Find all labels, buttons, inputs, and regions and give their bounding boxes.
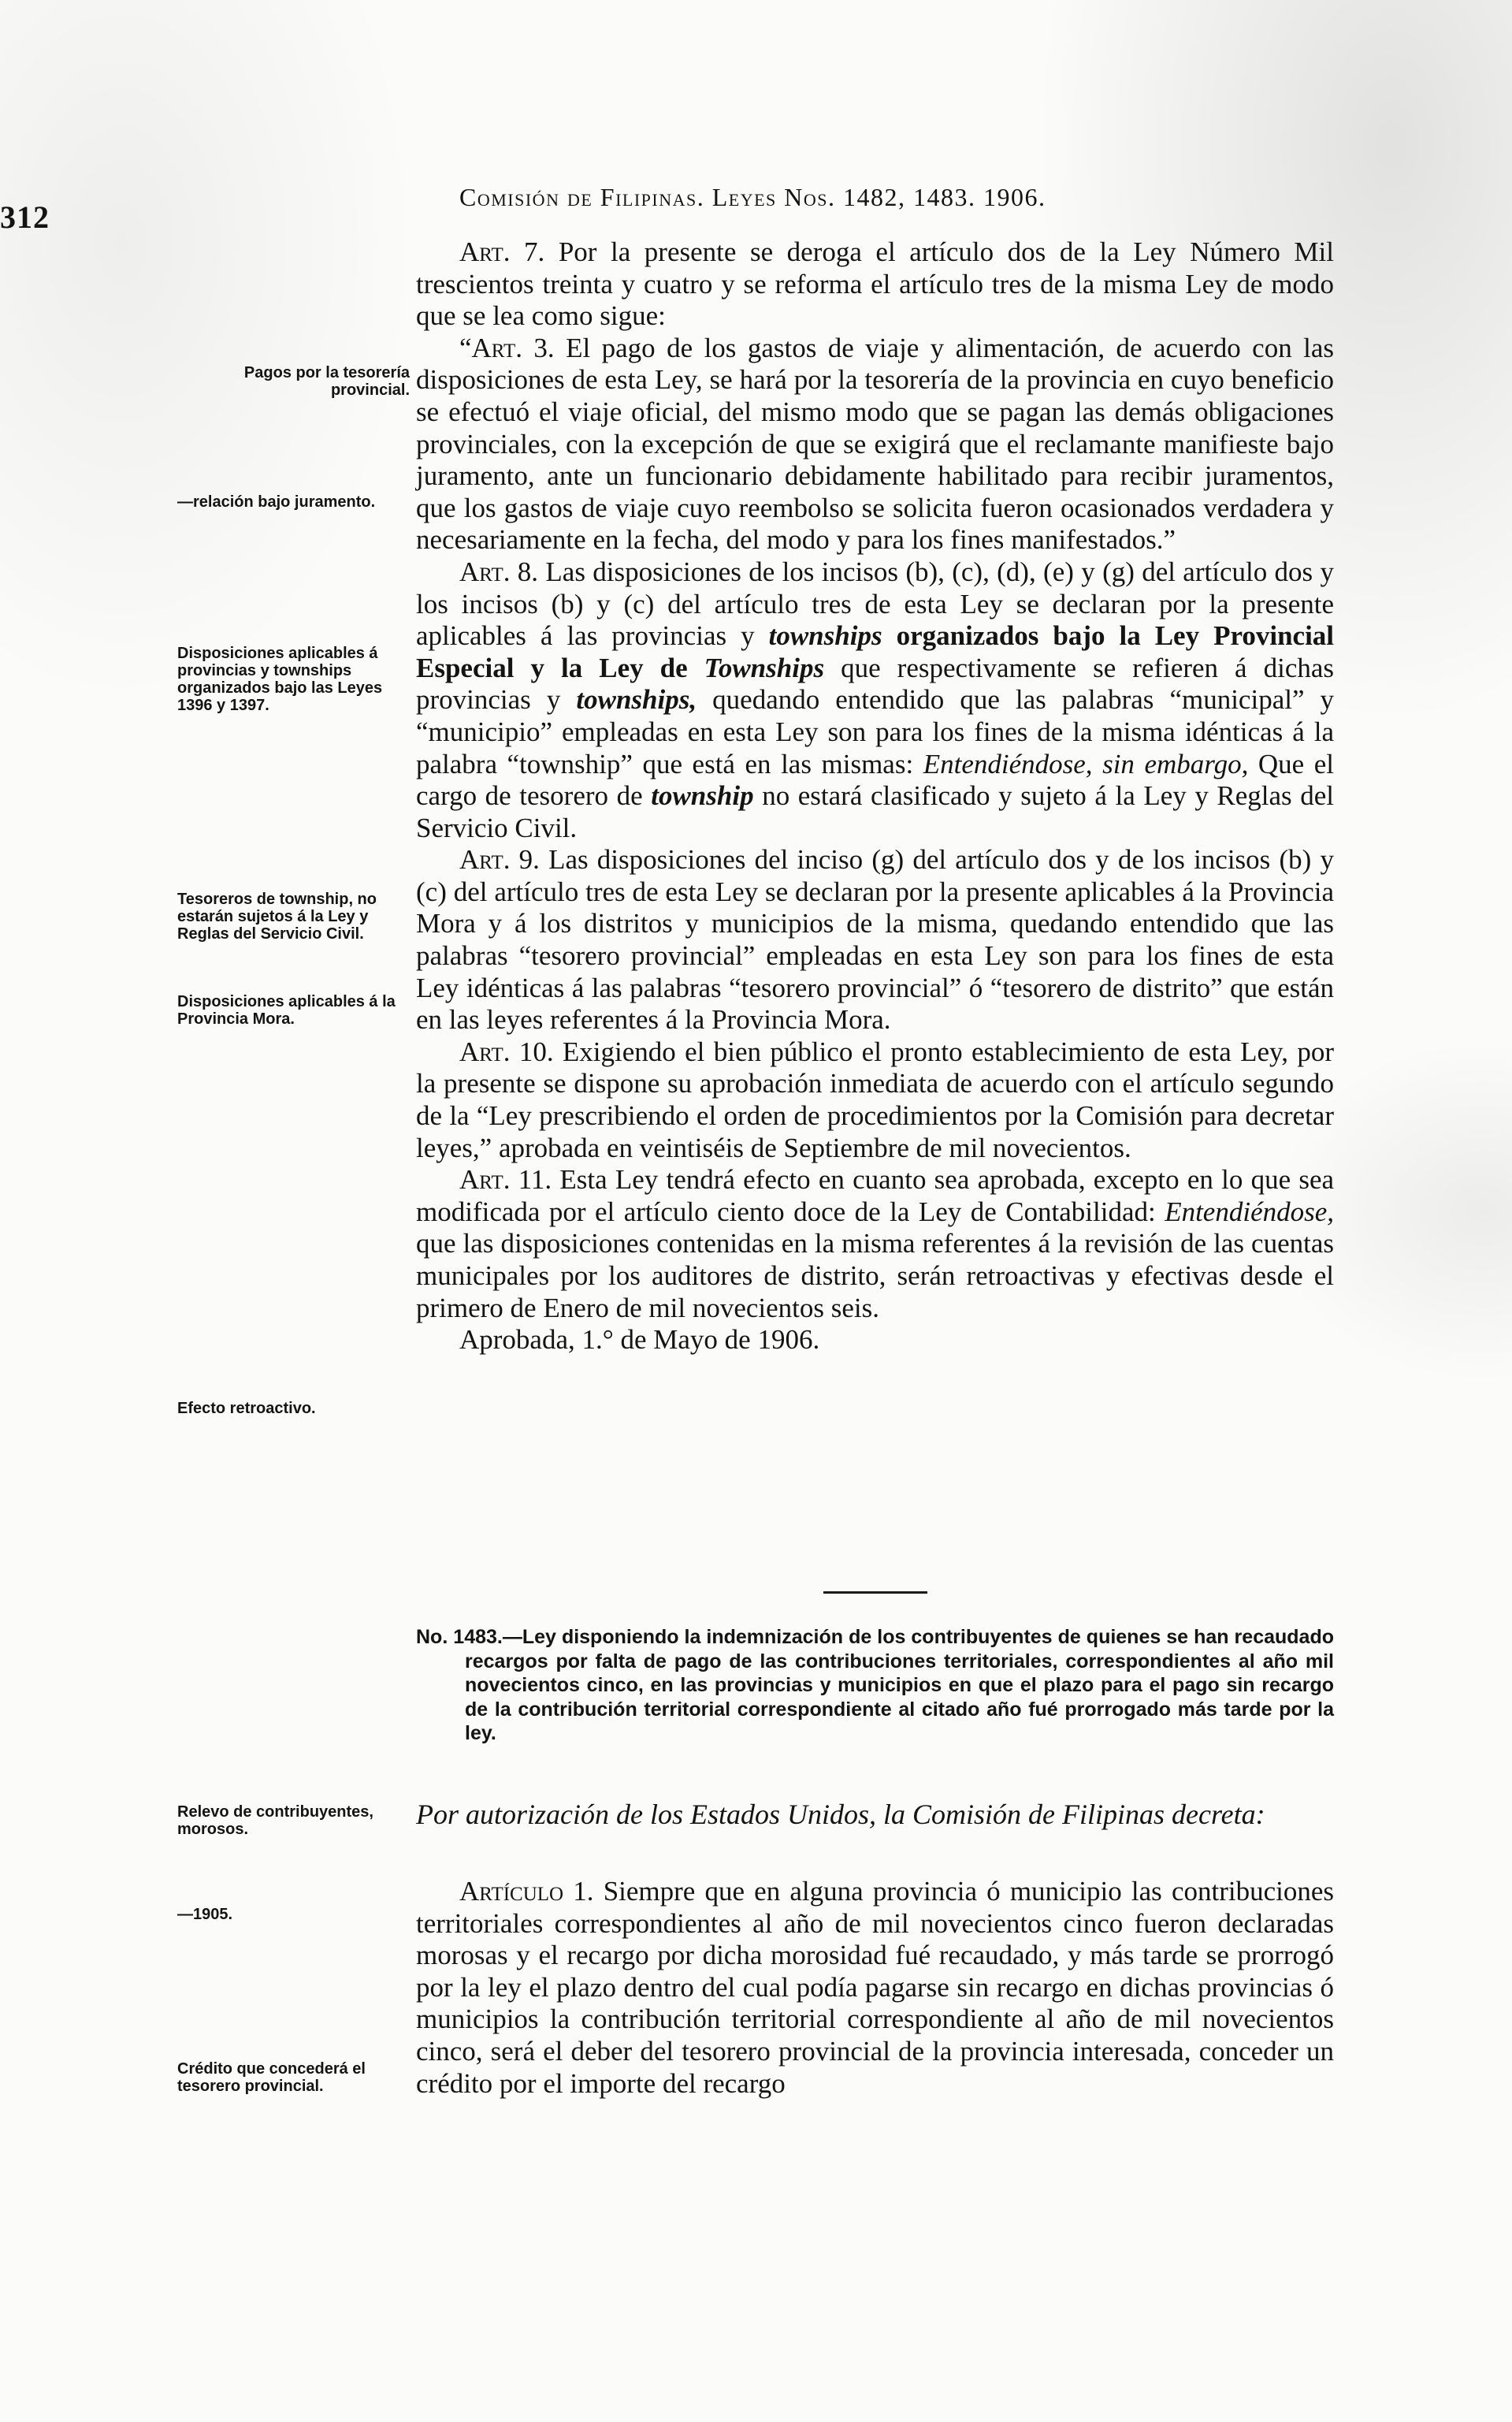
margin-note-relevo: Relevo de contribuyentes, morosos.	[177, 1803, 373, 1838]
margin-note-pagos: Pagos por la tesorería provincial.	[243, 364, 410, 399]
page-number: 312	[0, 199, 50, 235]
running-head: Comisión de Filipinas. Leyes Nos. 1482, 1483. 1906.	[459, 183, 1046, 211]
article-11: Art. 11. Esta Ley tendrá efecto en cuanto sea aprobada, excepto en lo que sea modificada por el artículo ciento doce de la Ley de Contabilidad: Entendiéndose, que las disposiciones contenidas en la misma referentes á la revisión de las cuentas municipales por los auditores de distrito, serán retroactivas y efectivas desde el primero de Enero de mil novecientos seis.	[416, 1164, 1335, 1323]
enacting-clause: Por autorización de los Estados Unidos, la Comisión de Filipinas decreta:	[416, 1799, 1265, 1830]
margin-note-tesoreros: Tesoreros de township, no estarán sujetos á la Ley y Reglas del Servicio Civil.	[177, 891, 377, 943]
law-1483-summary: No. 1483.—Ley disponiendo la indemnización de los contribuyentes de quienes se han recaudado recargos por falta de pago de las contribuciones territoriales, correspondientes al año mil novecientos cinco, en las provincias y municipios en que el plazo para el pago sin recargo de la contribución territorial correspondiente al citado año fué prorrogado más tarde por la ley.	[416, 1626, 1334, 1744]
margin-note-relacion: —relación bajo juramento.	[177, 493, 376, 511]
margin-note-efecto-retroactivo: Efecto retroactivo.	[177, 1400, 316, 1417]
margin-note-credito: Crédito que concederá el tesorero provincial.	[177, 2060, 366, 2095]
margin-note-year: —1905.	[177, 1906, 233, 1923]
article-9: Art. 9. Las disposiciones del inciso (g) del artículo dos y de los incisos (b) y (c) del artículo tres de esta Ley se declaran por la presente aplicables á la Provincia Mora y á los distritos y municipios de la misma, quedando entendido que las palabras “tesorero provincial” empleadas en esta Ley son para los fines de esta Ley idénticas á las palabras “tesorero provincial” ó “tesorero de distrito” que están en las leyes referentes á la Provincia Mora.	[416, 844, 1334, 1036]
article-3-quote: “Art. 3. El pago de los gastos de viaje y alimentación, de acuerdo con las disposiciones de esta Ley, se hará por la tesorería de la provincia en cuyo beneficio se efectuó el viaje oficial, del mismo modo que se pagan las demás obligaciones provinciales, con la excepción de que se exigirá que el reclamante manifieste bajo juramento, ante un funcionario debidamente habilitado para recibir juramentos, que los gastos de viaje cuyo reembolso se solicita fueron ocasionados verdadera y necesariamente en la fecha, del modo y para los fines manifestados.”	[416, 332, 1335, 556]
margin-note-disposiciones-mora: Disposiciones aplicables á la Provincia Mora.	[177, 993, 396, 1028]
article-10: Art. 10. Exigiendo el bien público el pronto establecimiento de esta Ley, por la presente se dispone su aprobación inmediata de acuerdo con el artículo segundo de la “Ley prescribiendo el orden de procedimientos por la Comisión para decretar leyes,” aprobada en veintiséis de Septiembre de mil novecientos.	[416, 1036, 1334, 1163]
section-divider	[823, 1591, 927, 1594]
main-text	[416, 236, 1334, 1356]
law-1483-article-1: Artículo 1. Siempre que en alguna provincia ó municipio las contribuciones territoriales correspondientes al año de mil novecientos cinco fueron declaradas morosas y el recargo por dicha morosidad fué recaudado, y más tarde se prorrogó por la ley el plazo dentro del cual podía pagarse sin recargo en dichas provincias ó municipios la contribución territorial correspondiente al año de mil novecientos cinco, será el deber del tesorero provincial de la provincia interesada, conceder un crédito por el importe del recargo	[416, 1876, 1334, 2099]
margin-note-disposiciones-aplicables: Disposiciones aplicables á provincias y townships organizados bajo las Leyes 1396 y 1397.	[177, 645, 383, 714]
article-8: Art. 8. Las disposiciones de los incisos (b), (c), (d), (e) y (g) del artículo dos y los incisos (b) y (c) del artículo tres de esta Ley se declaran por la presente aplicables á las provincias y townships organizados bajo la Ley Provincial Especial y la Ley de Townships que respectivamente se refieren á dichas provincias y townships, quedando entendido que las palabras “municipal” y “municipio” empleadas en esta Ley son para los fines de la misma idénticas á la palabra “township” que está en las mismas: Entendiéndose, sin embargo, Que el cargo de tesorero de township no estará clasificado y sujeto á la Ley y Reglas del Servicio Civil.	[416, 556, 1335, 843]
approval-date: Aprobada, 1.° de Mayo de 1906.	[459, 1324, 820, 1356]
article-7: Art. 7. Por la presente se deroga el artículo dos de la Ley Número Mil trescientos treinta y cuatro y se reforma el artículo tres de la misma Ley de modo que se lea como sigue:	[416, 236, 1334, 332]
